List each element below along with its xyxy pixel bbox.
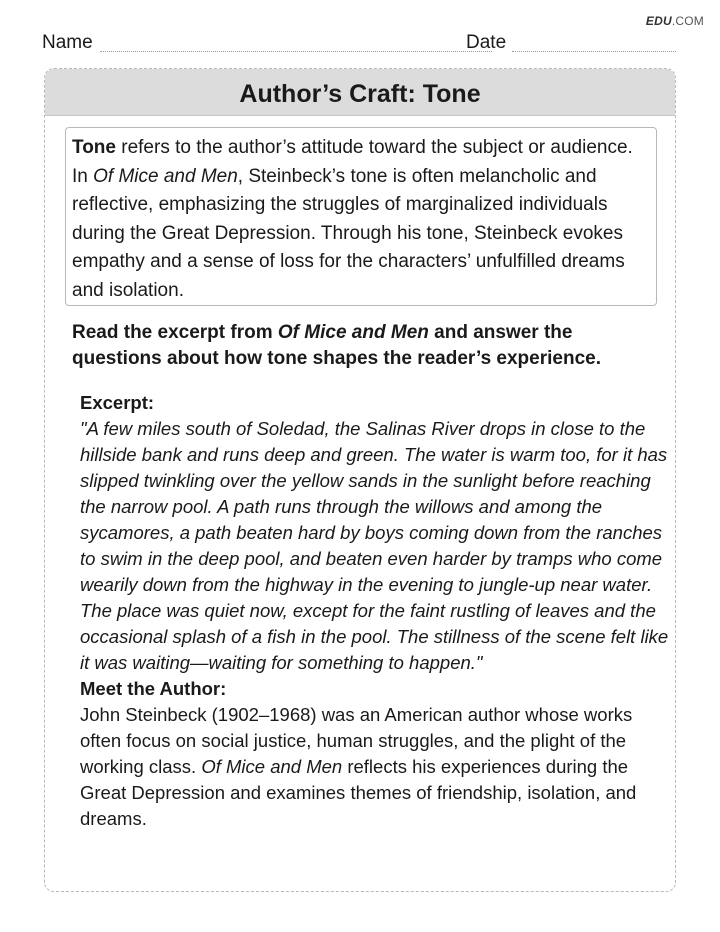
author-text bbox=[80, 702, 670, 832]
author-book-title: Of Mice and Men bbox=[201, 756, 343, 777]
author-text-part1: John Steinbeck (1902–1968) was an American author whose works often focus on social justice, human struggles, and the plight of the working class. bbox=[80, 704, 633, 777]
excerpt-block bbox=[80, 390, 670, 832]
tone-definition-box bbox=[65, 127, 657, 306]
definition-text-part2: , Steinbeck’s tone is often melancholic and reflective, emphasizing the struggles of marginalized individuals during the Great Depression. Through his tone, Steinbeck evokes empathy and a sense of loss for the characters’ unfulfilled dreams and isolation. bbox=[72, 165, 625, 301]
instructions bbox=[72, 320, 662, 372]
date-label: Date bbox=[466, 32, 507, 53]
definition-text-part1: refers to the author’s attitude toward the subject or audience. In bbox=[72, 137, 633, 187]
logo-com-text: .COM bbox=[671, 14, 704, 28]
author-heading: Meet the Author: bbox=[80, 678, 227, 699]
author-text-part2: reflects his experiences during the Great Depression and examines themes of friendship, isolation, and dreams. bbox=[80, 756, 637, 829]
excerpt-heading: Excerpt: bbox=[80, 392, 155, 413]
name-date-row bbox=[42, 32, 676, 54]
name-line[interactable] bbox=[100, 51, 492, 52]
worksheet-card bbox=[44, 68, 676, 892]
excerpt-text: "A few miles south of Soledad, the Salinas River drops in close to the hillside bank and runs deep and green. The water is warm too, for it has slipped twinkling over the yellow sands in the sunlight before reaching the narrow pool. A path runs through the willows and among the sycamores, a path beaten hard by boys coming down from the ranches to swim in the deep pool, and beaten even harder by tramps who come wearily down from the highway in the evening to jungle-up near water. The place was quiet now, except for the faint rustling of leaves and the occasional splash of a fish in the pool. The stillness of the scene felt like it was waiting—waiting for something to happen." bbox=[80, 418, 669, 673]
date-line[interactable] bbox=[512, 51, 676, 52]
instructions-book-title: Of Mice and Men bbox=[277, 322, 429, 343]
logo-edu-text: EDU bbox=[645, 14, 672, 28]
edu-com-logo bbox=[646, 14, 704, 28]
definition-term: Tone bbox=[72, 137, 116, 158]
definition-book-title: Of Mice and Men bbox=[93, 165, 238, 187]
name-label: Name bbox=[42, 32, 93, 53]
worksheet-title: Author’s Craft: Tone bbox=[45, 69, 675, 116]
instructions-part1: Read the excerpt from bbox=[72, 322, 278, 343]
instructions-part2: and answer the questions about how tone shapes the reader’s experience. bbox=[72, 322, 601, 369]
